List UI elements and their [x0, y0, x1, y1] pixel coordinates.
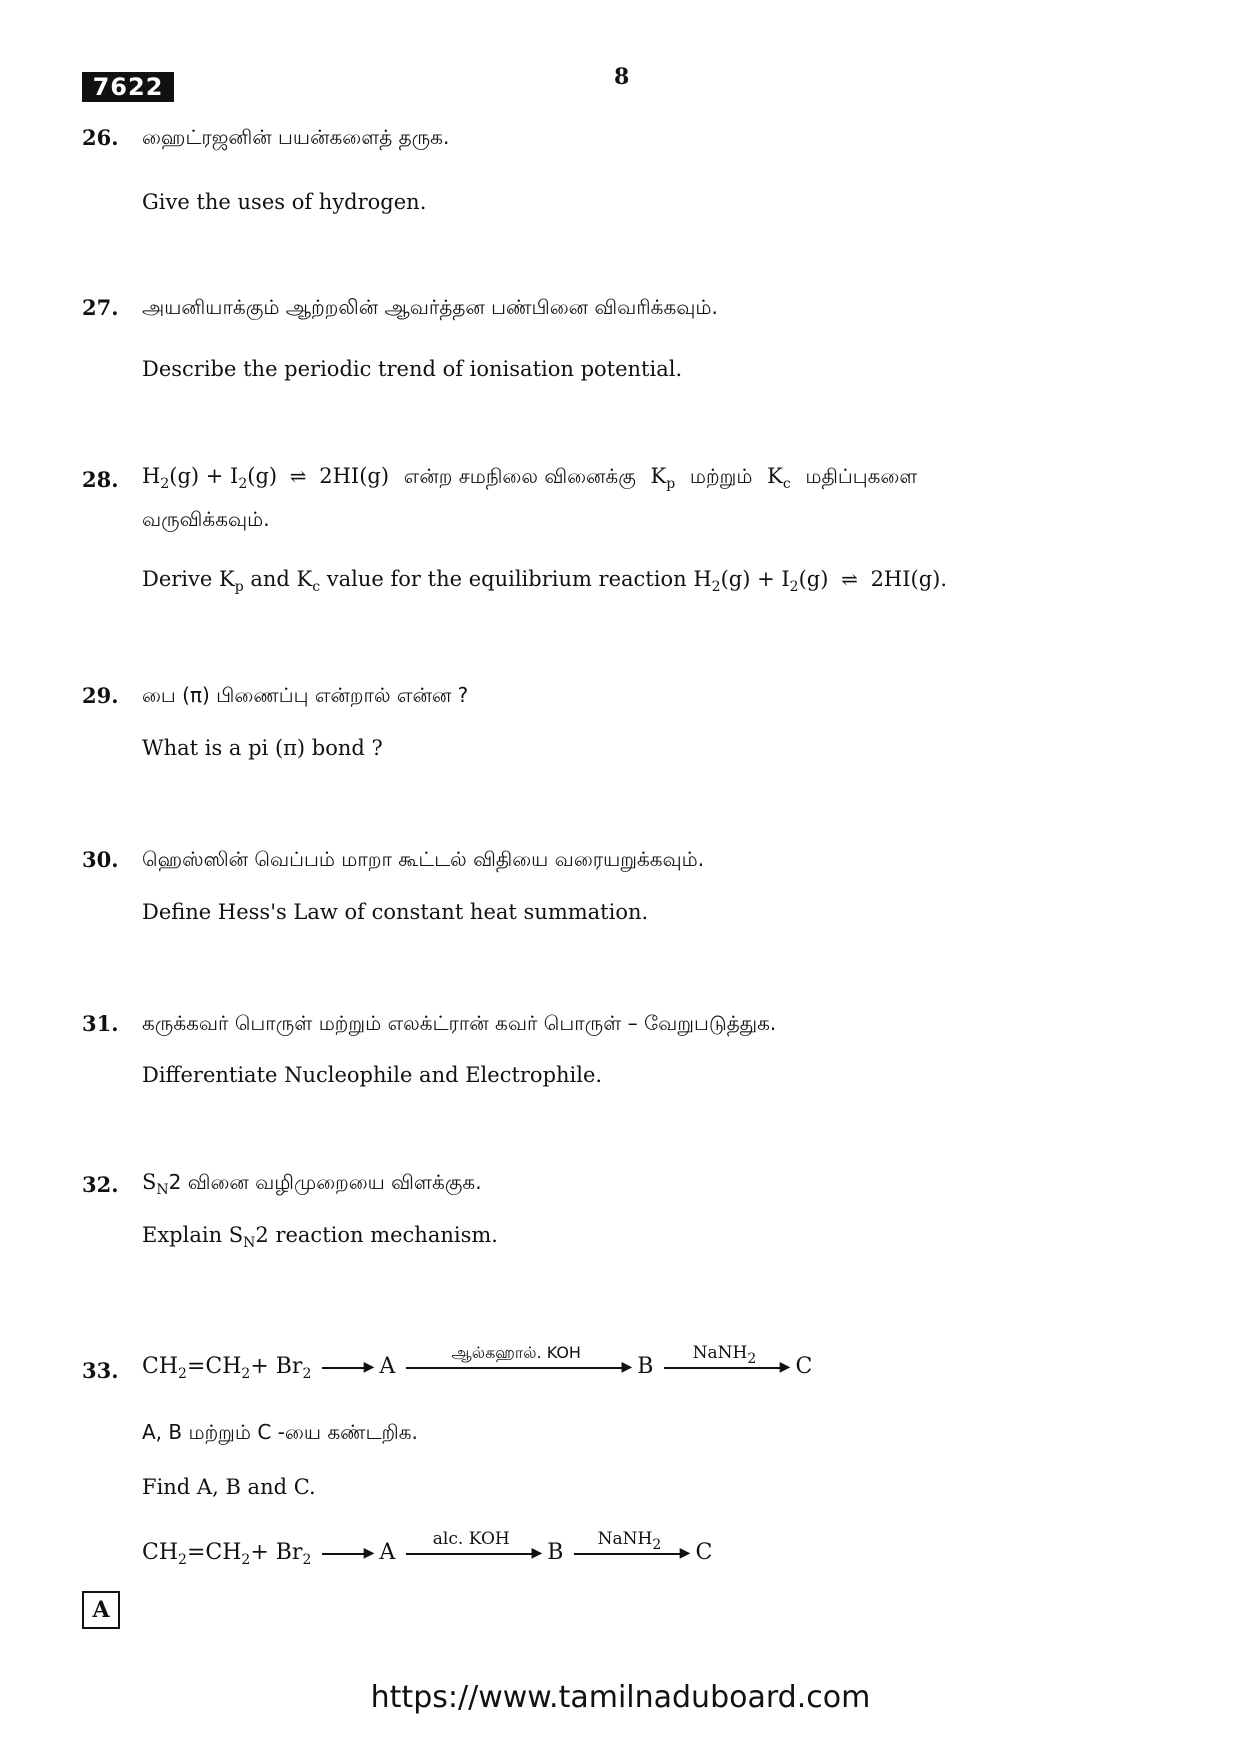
question-english: Define Hess's Law of constant heat summation.	[142, 900, 649, 924]
question-number: 30.	[82, 847, 119, 872]
question-number: 28.	[82, 467, 119, 492]
arrow-icon: ▶	[363, 1359, 375, 1376]
question-tamil: கருக்கவர் பொருள் மற்றும் எலக்ட்ரான் கவர் பொருள் – வேறுபடுத்துக.	[142, 1011, 777, 1035]
question-english: What is a pi (π) bond ?	[142, 736, 383, 760]
question-english: Explain $S_N2$ reaction mechanism.	[142, 1223, 498, 1251]
question-number: 29.	[82, 683, 119, 708]
question-english: Differentiate Nucleophile and Electrophile.	[142, 1063, 603, 1087]
question-tamil: அயனியாக்கும் ஆற்றலின் ஆவர்த்தன பண்பினை விவரிக்கவும்.	[142, 295, 718, 319]
equilibrium-arrow-icon: ⇌	[289, 464, 307, 488]
arrow-icon: ▶	[363, 1545, 375, 1562]
question-number: 31.	[82, 1011, 119, 1036]
arrow-icon: ▶	[679, 1545, 691, 1562]
question-tamil: பை (π) பிணைப்பு என்றால் என்ன ?	[142, 683, 469, 707]
question-tamil: $S_N2$ வினை வழிமுறையை விளக்குக.	[142, 1170, 482, 1198]
question-tamil: ஹெஸ்ஸின் வெப்பம் மாறா கூட்டல் விதியை வரையறுக்கவும்.	[142, 847, 705, 871]
page-number: 8	[614, 64, 630, 90]
equilibrium-arrow-icon: ⇌	[841, 567, 858, 591]
question-number: 26.	[82, 125, 119, 150]
question-english: Derive $K_p$ and $K_c$ value for the equilibrium reaction $H_2(g) + I_2(g)$ ⇌ 2HI(g).	[142, 567, 948, 595]
reaction-scheme-english: $CH_2=CH_2+ Br_2$ ▶ A alc. KOH ▶ B NaNH$_2$ ▶ C	[142, 1529, 713, 1568]
question-tamil: ஹைட்ரஜனின் பயன்களைத் தருக.	[142, 125, 450, 149]
question-tamil-line1: $H_2(g) + I_2(g)$ ⇌ 2HI(g) என்ற சமநிலை வினைக்கு $K_p$ மற்றும் $K_c$ மதிப்புகளை	[142, 464, 918, 492]
reaction-scheme-tamil: $CH_2=CH_2+ Br_2$ ▶ A ஆல்கஹால். KOH ▶ B NaNH$_2$ ▶ C	[142, 1343, 813, 1382]
question-tamil: A, B மற்றும் C -யை கண்டறிக.	[142, 1420, 418, 1444]
arrow-icon: ▶	[621, 1359, 633, 1376]
question-english: Describe the periodic trend of ionisation potential.	[142, 357, 683, 381]
question-tamil-line2: வருவிக்கவும்.	[142, 507, 270, 531]
arrow-icon: ▶	[779, 1359, 791, 1376]
question-number: 27.	[82, 295, 119, 320]
question-english: Give the uses of hydrogen.	[142, 190, 427, 214]
footer-url-link[interactable]: https://www.tamilnaduboard.com	[370, 1680, 871, 1715]
paper-version-box: A	[82, 1591, 120, 1629]
question-number: 32.	[82, 1172, 119, 1197]
question-number: 33.	[82, 1358, 119, 1383]
question-english: Find A, B and C.	[142, 1475, 316, 1499]
arrow-icon: ▶	[531, 1545, 543, 1562]
paper-code-badge: 7622	[82, 72, 174, 102]
